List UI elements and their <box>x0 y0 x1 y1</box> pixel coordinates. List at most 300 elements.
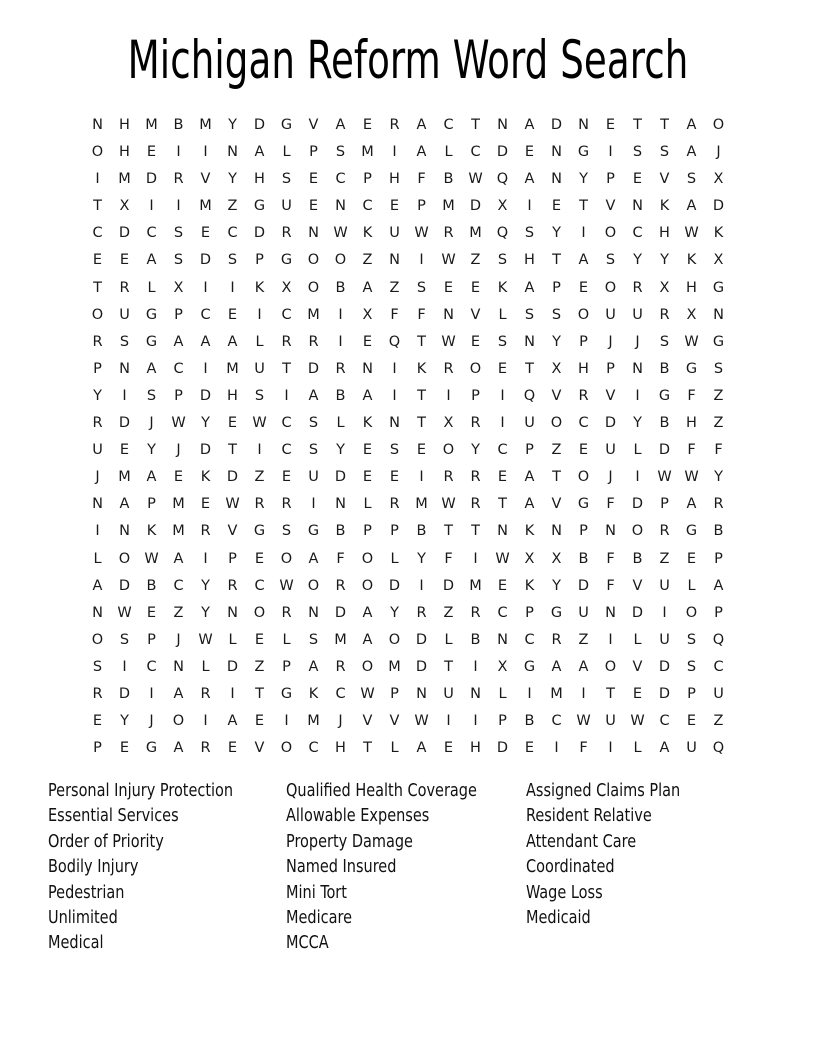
grid-cell[interactable]: U <box>281 198 292 215</box>
grid-cell[interactable]: U <box>659 577 670 594</box>
grid-cell[interactable]: V <box>605 387 616 404</box>
grid-cell[interactable]: P <box>147 631 156 648</box>
grid-cell[interactable]: E <box>227 415 238 432</box>
grid-cell[interactable]: N <box>119 523 130 540</box>
grid-cell[interactable]: P <box>498 713 507 730</box>
grid-cell[interactable]: L <box>228 631 237 648</box>
grid-cell[interactable]: V <box>632 658 643 675</box>
grid-cell[interactable]: O <box>604 658 617 675</box>
grid-cell[interactable]: R <box>119 279 130 296</box>
grid-cell[interactable]: M <box>469 225 482 242</box>
grid-cell[interactable]: X <box>173 279 184 296</box>
grid-cell[interactable]: S <box>308 631 319 648</box>
grid-cell[interactable]: I <box>608 631 613 648</box>
grid-cell[interactable]: O <box>334 252 347 269</box>
grid-cell[interactable]: U <box>659 631 670 648</box>
grid-cell[interactable]: U <box>605 442 616 459</box>
grid-cell[interactable]: W <box>225 496 240 513</box>
grid-cell[interactable]: N <box>335 198 346 215</box>
grid-cell[interactable]: Z <box>254 658 265 675</box>
grid-cell[interactable]: R <box>389 117 400 133</box>
grid-cell[interactable]: L <box>282 631 291 648</box>
grid-cell[interactable]: O <box>604 225 617 242</box>
grid-cell[interactable]: A <box>308 387 319 404</box>
grid-cell[interactable]: F <box>606 550 615 567</box>
grid-cell[interactable]: O <box>307 279 320 296</box>
grid-cell[interactable]: R <box>200 685 211 702</box>
grid-cell[interactable]: U <box>254 360 265 377</box>
grid-cell[interactable]: K <box>713 225 724 242</box>
grid-cell[interactable]: D <box>442 577 455 594</box>
grid-cell[interactable]: S <box>389 442 400 459</box>
grid-cell[interactable]: U <box>686 740 697 757</box>
grid-cell[interactable]: B <box>173 117 184 133</box>
grid-cell[interactable]: E <box>254 550 265 567</box>
grid-cell[interactable]: T <box>282 360 291 377</box>
grid-cell[interactable]: A <box>335 117 346 133</box>
grid-cell[interactable]: S <box>119 631 130 648</box>
grid-cell[interactable]: V <box>551 387 562 404</box>
grid-cell[interactable]: S <box>686 658 697 675</box>
grid-cell[interactable]: T <box>552 469 561 486</box>
grid-cell[interactable]: R <box>200 523 211 540</box>
grid-cell[interactable]: E <box>173 469 184 486</box>
grid-cell[interactable]: A <box>686 117 697 133</box>
grid-cell[interactable]: D <box>118 577 131 594</box>
grid-cell[interactable]: P <box>660 496 669 513</box>
grid-cell[interactable]: E <box>524 740 535 757</box>
grid-cell[interactable]: E <box>497 577 508 594</box>
grid-cell[interactable]: V <box>389 713 400 730</box>
grid-cell[interactable]: Y <box>552 333 561 350</box>
grid-cell[interactable]: W <box>576 713 591 730</box>
grid-cell[interactable]: L <box>255 333 264 350</box>
grid-cell[interactable]: X <box>497 658 508 675</box>
grid-cell[interactable]: O <box>280 550 293 567</box>
grid-cell[interactable]: C <box>470 144 481 161</box>
grid-cell[interactable]: A <box>578 658 589 675</box>
grid-cell[interactable]: G <box>523 658 536 675</box>
grid-cell[interactable]: E <box>578 442 589 459</box>
grid-cell[interactable]: S <box>686 631 697 648</box>
grid-cell[interactable]: L <box>687 577 696 594</box>
grid-cell[interactable]: J <box>716 144 721 161</box>
grid-cell[interactable]: M <box>199 117 212 133</box>
grid-cell[interactable]: A <box>686 144 697 161</box>
grid-cell[interactable]: E <box>362 333 373 350</box>
grid-cell[interactable]: Y <box>552 225 561 242</box>
grid-cell[interactable]: L <box>444 631 453 648</box>
grid-cell[interactable]: O <box>604 279 617 296</box>
grid-cell[interactable]: X <box>443 415 454 432</box>
grid-cell[interactable]: T <box>417 387 426 404</box>
grid-cell[interactable]: T <box>228 442 237 459</box>
grid-cell[interactable]: R <box>281 604 292 621</box>
grid-cell[interactable]: N <box>551 523 562 540</box>
grid-cell[interactable]: Q <box>388 333 401 350</box>
grid-cell[interactable]: T <box>579 198 588 215</box>
grid-cell[interactable]: I <box>527 685 532 702</box>
grid-cell[interactable]: D <box>199 252 212 269</box>
grid-cell[interactable]: D <box>631 496 644 513</box>
grid-cell[interactable]: M <box>361 144 374 161</box>
grid-cell[interactable]: N <box>443 306 454 323</box>
grid-cell[interactable]: O <box>361 658 374 675</box>
grid-cell[interactable]: D <box>145 171 158 188</box>
grid-cell[interactable]: D <box>199 442 212 459</box>
grid-cell[interactable]: R <box>92 685 103 702</box>
grid-cell[interactable]: I <box>203 279 208 296</box>
grid-cell[interactable]: O <box>361 577 374 594</box>
grid-cell[interactable]: K <box>524 523 535 540</box>
grid-cell[interactable]: M <box>145 117 158 133</box>
grid-cell[interactable]: Y <box>660 252 669 269</box>
grid-cell[interactable]: I <box>473 550 478 567</box>
grid-cell[interactable]: U <box>443 685 454 702</box>
grid-cell[interactable]: R <box>470 469 481 486</box>
grid-cell[interactable]: V <box>659 171 670 188</box>
grid-cell[interactable]: A <box>173 740 184 757</box>
grid-cell[interactable]: C <box>281 442 292 459</box>
grid-cell[interactable]: E <box>443 740 454 757</box>
grid-cell[interactable]: R <box>254 496 265 513</box>
grid-cell[interactable]: B <box>659 360 670 377</box>
grid-cell[interactable]: M <box>172 523 185 540</box>
grid-cell[interactable]: V <box>470 306 481 323</box>
grid-cell[interactable]: M <box>307 306 320 323</box>
grid-cell[interactable]: J <box>176 442 181 459</box>
grid-cell[interactable]: P <box>525 604 534 621</box>
grid-cell[interactable]: I <box>338 306 343 323</box>
grid-cell[interactable]: Y <box>714 469 723 486</box>
grid-cell[interactable]: A <box>416 740 427 757</box>
grid-cell[interactable]: I <box>284 387 289 404</box>
grid-cell[interactable]: N <box>389 252 400 269</box>
grid-cell[interactable]: V <box>632 577 643 594</box>
grid-cell[interactable]: Y <box>93 387 102 404</box>
grid-cell[interactable]: L <box>444 144 453 161</box>
grid-cell[interactable]: E <box>551 198 562 215</box>
grid-cell[interactable]: X <box>713 252 724 269</box>
grid-cell[interactable]: F <box>336 550 345 567</box>
grid-cell[interactable]: Z <box>362 252 373 269</box>
grid-cell[interactable]: N <box>470 685 481 702</box>
grid-cell[interactable]: N <box>551 171 562 188</box>
grid-cell[interactable]: G <box>253 523 266 540</box>
grid-cell[interactable]: R <box>632 279 643 296</box>
grid-cell[interactable]: P <box>174 387 183 404</box>
grid-cell[interactable]: E <box>686 550 697 567</box>
grid-cell[interactable]: Q <box>496 171 509 188</box>
grid-cell[interactable]: I <box>284 713 289 730</box>
grid-cell[interactable]: E <box>416 442 427 459</box>
grid-cell[interactable]: O <box>172 713 185 730</box>
grid-cell[interactable]: L <box>147 279 156 296</box>
grid-cell[interactable]: C <box>308 740 319 757</box>
grid-cell[interactable]: G <box>280 117 293 133</box>
grid-cell[interactable]: P <box>471 387 480 404</box>
grid-cell[interactable]: C <box>578 415 589 432</box>
grid-cell[interactable]: W <box>414 713 429 730</box>
grid-cell[interactable]: S <box>173 225 184 242</box>
grid-cell[interactable]: Z <box>173 604 184 621</box>
grid-cell[interactable]: U <box>308 469 319 486</box>
grid-cell[interactable]: I <box>257 306 262 323</box>
grid-cell[interactable]: T <box>363 740 372 757</box>
grid-cell[interactable]: O <box>253 604 266 621</box>
grid-cell[interactable]: K <box>362 225 373 242</box>
grid-cell[interactable]: F <box>606 577 615 594</box>
grid-cell[interactable]: S <box>308 442 319 459</box>
grid-cell[interactable]: W <box>414 225 429 242</box>
grid-cell[interactable]: I <box>203 360 208 377</box>
grid-cell[interactable]: T <box>633 117 642 133</box>
grid-cell[interactable]: U <box>92 442 103 459</box>
grid-cell[interactable]: T <box>525 360 534 377</box>
grid-cell[interactable]: Y <box>201 415 210 432</box>
grid-cell[interactable]: P <box>390 685 399 702</box>
grid-cell[interactable]: E <box>443 279 454 296</box>
grid-cell[interactable]: E <box>578 279 589 296</box>
grid-cell[interactable]: C <box>443 117 454 133</box>
grid-cell[interactable]: W <box>684 333 699 350</box>
grid-cell[interactable]: S <box>254 387 265 404</box>
grid-cell[interactable]: P <box>282 658 291 675</box>
grid-cell[interactable]: C <box>497 442 508 459</box>
grid-cell[interactable]: C <box>659 713 670 730</box>
grid-cell[interactable]: A <box>713 577 724 594</box>
grid-cell[interactable]: E <box>362 117 373 133</box>
grid-cell[interactable]: Z <box>713 415 724 432</box>
grid-cell[interactable]: I <box>446 387 451 404</box>
grid-cell[interactable]: R <box>470 496 481 513</box>
grid-cell[interactable]: D <box>415 631 428 648</box>
grid-cell[interactable]: S <box>686 171 697 188</box>
grid-cell[interactable]: N <box>524 333 535 350</box>
grid-cell[interactable]: Z <box>227 198 238 215</box>
grid-cell[interactable]: D <box>226 469 239 486</box>
grid-cell[interactable]: G <box>280 685 293 702</box>
grid-cell[interactable]: S <box>497 252 508 269</box>
grid-cell[interactable]: O <box>631 523 644 540</box>
grid-cell[interactable]: D <box>604 415 617 432</box>
grid-cell[interactable]: K <box>362 415 373 432</box>
grid-cell[interactable]: I <box>122 387 127 404</box>
grid-cell[interactable]: Y <box>201 577 210 594</box>
grid-cell[interactable]: I <box>419 469 424 486</box>
grid-cell[interactable]: N <box>416 685 427 702</box>
grid-cell[interactable]: A <box>146 360 157 377</box>
grid-cell[interactable]: G <box>253 198 266 215</box>
grid-cell[interactable]: G <box>685 523 698 540</box>
grid-cell[interactable]: S <box>281 523 292 540</box>
grid-cell[interactable]: A <box>362 387 373 404</box>
grid-cell[interactable]: X <box>524 550 535 567</box>
grid-cell[interactable]: I <box>608 740 613 757</box>
grid-cell[interactable]: I <box>662 604 667 621</box>
grid-cell[interactable]: Q <box>523 387 536 404</box>
grid-cell[interactable]: P <box>93 360 102 377</box>
grid-cell[interactable]: D <box>658 442 671 459</box>
grid-cell[interactable]: E <box>254 713 265 730</box>
grid-cell[interactable]: A <box>524 469 535 486</box>
grid-cell[interactable]: D <box>118 225 131 242</box>
grid-cell[interactable]: O <box>469 360 482 377</box>
grid-cell[interactable]: X <box>551 360 562 377</box>
grid-cell[interactable]: L <box>336 415 345 432</box>
grid-cell[interactable]: L <box>390 740 399 757</box>
grid-cell[interactable]: C <box>632 225 643 242</box>
grid-cell[interactable]: I <box>338 333 343 350</box>
grid-cell[interactable]: O <box>577 306 590 323</box>
grid-cell[interactable]: G <box>685 360 698 377</box>
letter-grid[interactable] <box>84 112 732 762</box>
grid-cell[interactable]: K <box>308 685 319 702</box>
grid-cell[interactable]: P <box>390 523 399 540</box>
grid-cell[interactable]: T <box>93 198 102 215</box>
grid-cell[interactable]: P <box>228 550 237 567</box>
grid-cell[interactable]: N <box>227 144 238 161</box>
grid-cell[interactable]: J <box>95 469 100 486</box>
grid-cell[interactable]: O <box>388 631 401 648</box>
grid-cell[interactable]: F <box>579 740 588 757</box>
grid-cell[interactable]: C <box>335 171 346 188</box>
grid-cell[interactable]: A <box>227 713 238 730</box>
grid-cell[interactable]: Y <box>228 117 237 133</box>
grid-cell[interactable]: E <box>146 604 157 621</box>
grid-cell[interactable]: O <box>91 631 104 648</box>
grid-cell[interactable]: E <box>119 442 130 459</box>
grid-cell[interactable]: C <box>173 360 184 377</box>
grid-cell[interactable]: W <box>441 333 456 350</box>
grid-cell[interactable]: P <box>687 685 696 702</box>
grid-cell[interactable]: L <box>363 496 372 513</box>
grid-cell[interactable]: U <box>578 604 589 621</box>
grid-cell[interactable]: Y <box>417 550 426 567</box>
grid-cell[interactable]: N <box>497 117 508 133</box>
grid-cell[interactable]: I <box>635 387 640 404</box>
grid-cell[interactable]: I <box>419 577 424 594</box>
grid-cell[interactable]: P <box>93 740 102 757</box>
grid-cell[interactable]: Y <box>201 604 210 621</box>
grid-cell[interactable]: E <box>632 685 643 702</box>
grid-cell[interactable]: H <box>254 171 265 188</box>
grid-cell[interactable]: D <box>550 117 563 133</box>
grid-cell[interactable]: E <box>227 306 238 323</box>
grid-cell[interactable]: E <box>632 171 643 188</box>
grid-cell[interactable]: C <box>281 306 292 323</box>
grid-cell[interactable]: V <box>362 713 373 730</box>
grid-cell[interactable]: M <box>469 577 482 594</box>
grid-cell[interactable]: M <box>226 360 239 377</box>
grid-cell[interactable]: N <box>92 604 103 621</box>
grid-cell[interactable]: D <box>658 658 671 675</box>
grid-cell[interactable]: S <box>119 333 130 350</box>
grid-cell[interactable]: T <box>606 685 615 702</box>
grid-cell[interactable]: A <box>524 171 535 188</box>
grid-cell[interactable]: F <box>390 306 399 323</box>
grid-cell[interactable]: Z <box>254 469 265 486</box>
grid-cell[interactable]: O <box>280 740 293 757</box>
grid-cell[interactable]: T <box>498 496 507 513</box>
grid-cell[interactable]: I <box>392 360 397 377</box>
grid-cell[interactable]: N <box>335 496 346 513</box>
grid-cell[interactable]: W <box>252 415 267 432</box>
grid-cell[interactable]: D <box>388 577 401 594</box>
grid-cell[interactable]: S <box>524 306 535 323</box>
grid-cell[interactable]: X <box>551 550 562 567</box>
grid-cell[interactable]: D <box>253 117 266 133</box>
grid-cell[interactable]: A <box>200 333 211 350</box>
grid-cell[interactable]: R <box>227 577 238 594</box>
grid-cell[interactable]: N <box>632 198 643 215</box>
grid-cell[interactable]: S <box>308 415 319 432</box>
grid-cell[interactable]: D <box>496 144 509 161</box>
grid-cell[interactable]: A <box>362 279 373 296</box>
grid-cell[interactable]: B <box>470 631 481 648</box>
grid-cell[interactable]: E <box>146 144 157 161</box>
grid-cell[interactable]: E <box>119 252 130 269</box>
grid-cell[interactable]: T <box>471 117 480 133</box>
grid-cell[interactable]: W <box>684 469 699 486</box>
grid-cell[interactable]: T <box>417 415 426 432</box>
grid-cell[interactable]: B <box>335 387 346 404</box>
grid-cell[interactable]: C <box>146 225 157 242</box>
grid-cell[interactable]: Y <box>552 577 561 594</box>
grid-cell[interactable]: R <box>335 658 346 675</box>
grid-cell[interactable]: R <box>443 225 454 242</box>
grid-cell[interactable]: E <box>362 442 373 459</box>
grid-cell[interactable]: R <box>659 306 670 323</box>
grid-cell[interactable]: S <box>146 387 157 404</box>
grid-cell[interactable]: A <box>227 333 238 350</box>
grid-cell[interactable]: I <box>203 713 208 730</box>
grid-cell[interactable]: M <box>415 496 428 513</box>
grid-cell[interactable]: C <box>281 415 292 432</box>
grid-cell[interactable]: J <box>608 333 613 350</box>
grid-cell[interactable]: H <box>578 360 589 377</box>
grid-cell[interactable]: G <box>712 279 725 296</box>
grid-cell[interactable]: A <box>362 631 373 648</box>
grid-cell[interactable]: E <box>470 279 481 296</box>
grid-cell[interactable]: G <box>550 604 563 621</box>
grid-cell[interactable]: Z <box>443 604 454 621</box>
grid-cell[interactable]: I <box>419 252 424 269</box>
grid-cell[interactable]: N <box>605 523 616 540</box>
grid-cell[interactable]: R <box>443 469 454 486</box>
grid-cell[interactable]: N <box>92 496 103 513</box>
grid-cell[interactable]: G <box>307 523 320 540</box>
grid-cell[interactable]: I <box>554 740 559 757</box>
grid-cell[interactable]: H <box>524 252 535 269</box>
grid-cell[interactable]: W <box>495 550 510 567</box>
grid-cell[interactable]: D <box>658 685 671 702</box>
grid-cell[interactable]: G <box>658 387 671 404</box>
grid-cell[interactable]: Z <box>713 387 724 404</box>
grid-cell[interactable]: Y <box>390 604 399 621</box>
grid-cell[interactable]: B <box>335 523 346 540</box>
grid-cell[interactable]: W <box>468 171 483 188</box>
grid-cell[interactable]: N <box>92 117 103 133</box>
grid-cell[interactable]: S <box>632 144 643 161</box>
grid-cell[interactable]: S <box>659 144 670 161</box>
grid-cell[interactable]: I <box>392 144 397 161</box>
grid-cell[interactable]: C <box>146 658 157 675</box>
grid-cell[interactable]: E <box>254 631 265 648</box>
grid-cell[interactable]: W <box>657 469 672 486</box>
grid-cell[interactable]: U <box>713 685 724 702</box>
grid-cell[interactable]: H <box>659 225 670 242</box>
